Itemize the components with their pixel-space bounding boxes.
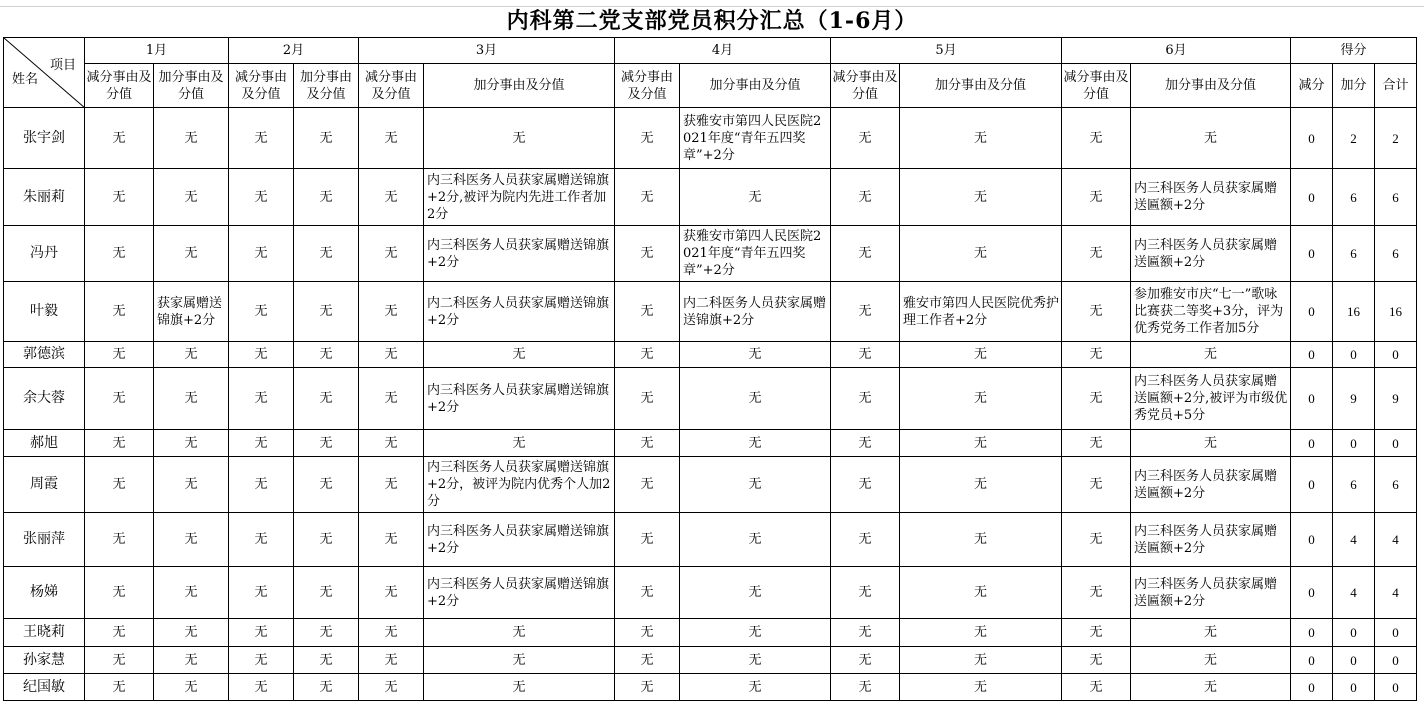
minus-reason-cell: 无 bbox=[831, 457, 900, 513]
plus-reason-cell: 无 bbox=[154, 647, 229, 674]
member-name-cell: 叶毅 bbox=[4, 282, 85, 342]
subheader-minus: 减分事由及分值 bbox=[1062, 64, 1131, 108]
minus-reason-cell: 无 bbox=[85, 619, 154, 647]
plus-reason-cell: 无 bbox=[154, 513, 229, 567]
grand-total-cell: 6 bbox=[1375, 169, 1417, 226]
minus-reason-cell: 无 bbox=[229, 430, 294, 457]
grand-total-cell: 6 bbox=[1375, 457, 1417, 513]
member-name-cell: 郝旭 bbox=[4, 430, 85, 457]
minus-reason-cell: 无 bbox=[229, 108, 294, 169]
plus-total-cell: 9 bbox=[1333, 368, 1375, 430]
minus-reason-cell: 无 bbox=[1062, 108, 1131, 169]
minus-reason-cell: 无 bbox=[359, 513, 424, 567]
plus-reason-cell: 无 bbox=[680, 342, 831, 368]
plus-reason-cell: 内三科医务人员获家属赠送匾额+2分 bbox=[1131, 169, 1291, 226]
minus-reason-cell: 无 bbox=[359, 430, 424, 457]
plus-reason-cell: 无 bbox=[900, 342, 1062, 368]
minus-reason-cell: 无 bbox=[85, 108, 154, 169]
minus-reason-cell: 无 bbox=[359, 368, 424, 430]
plus-reason-cell: 获雅安市第四人民医院2021年度“青年五四奖章”+2分 bbox=[680, 226, 831, 282]
plus-total-cell: 4 bbox=[1333, 513, 1375, 567]
minus-total-cell: 0 bbox=[1291, 342, 1333, 368]
plus-reason-cell: 无 bbox=[294, 674, 359, 701]
minus-total-cell: 0 bbox=[1291, 567, 1333, 619]
grand-total-cell: 4 bbox=[1375, 513, 1417, 567]
subheader-plus: 加分事由及分值 bbox=[1131, 64, 1291, 108]
minus-total-cell: 0 bbox=[1291, 457, 1333, 513]
minus-reason-cell: 无 bbox=[229, 674, 294, 701]
minus-reason-cell: 无 bbox=[615, 647, 680, 674]
minus-reason-cell: 无 bbox=[615, 430, 680, 457]
member-name-cell: 孙家慧 bbox=[4, 647, 85, 674]
plus-reason-cell: 无 bbox=[1131, 647, 1291, 674]
plus-total-cell: 4 bbox=[1333, 567, 1375, 619]
minus-reason-cell: 无 bbox=[615, 674, 680, 701]
minus-reason-cell: 无 bbox=[359, 226, 424, 282]
plus-reason-cell: 获雅安市第四人民医院2021年度“青年五四奖章”+2分 bbox=[680, 108, 831, 169]
grand-total-cell: 0 bbox=[1375, 619, 1417, 647]
table-row bbox=[4, 647, 1417, 674]
minus-reason-cell: 无 bbox=[359, 457, 424, 513]
plus-reason-cell: 无 bbox=[900, 674, 1062, 701]
plus-reason-cell: 无 bbox=[154, 674, 229, 701]
minus-reason-cell: 无 bbox=[1062, 282, 1131, 342]
minus-total-cell: 0 bbox=[1291, 282, 1333, 342]
minus-reason-cell: 无 bbox=[1062, 567, 1131, 619]
corner-label-item: 项目 bbox=[49, 58, 76, 73]
subheader-plus: 加分事由及分值 bbox=[900, 64, 1062, 108]
plus-reason-cell: 无 bbox=[154, 457, 229, 513]
minus-reason-cell: 无 bbox=[359, 108, 424, 169]
subheader-plus: 加分事由及分值 bbox=[424, 64, 615, 108]
plus-reason-cell: 无 bbox=[900, 457, 1062, 513]
plus-reason-cell: 无 bbox=[294, 513, 359, 567]
plus-reason-cell: 内三科医务人员获家属赠送锦旗+2分,被评为院内先进工作者加2分 bbox=[424, 169, 615, 226]
grand-total-cell: 0 bbox=[1375, 674, 1417, 701]
minus-reason-cell: 无 bbox=[85, 674, 154, 701]
plus-reason-cell: 无 bbox=[294, 430, 359, 457]
plus-reason-cell: 无 bbox=[294, 567, 359, 619]
subheader-minus: 减分事由及分值 bbox=[229, 64, 294, 108]
minus-reason-cell: 无 bbox=[229, 226, 294, 282]
plus-reason-cell: 无 bbox=[900, 430, 1062, 457]
month-header-3: 3月 bbox=[359, 38, 615, 64]
plus-reason-cell: 无 bbox=[900, 619, 1062, 647]
month-header-4: 4月 bbox=[615, 38, 831, 64]
table-row bbox=[4, 619, 1417, 647]
plus-total-cell: 6 bbox=[1333, 457, 1375, 513]
minus-reason-cell: 无 bbox=[1062, 647, 1131, 674]
corner-header-cell bbox=[4, 38, 85, 108]
plus-reason-cell: 无 bbox=[154, 169, 229, 226]
minus-reason-cell: 无 bbox=[615, 567, 680, 619]
member-name-cell: 余大蓉 bbox=[4, 368, 85, 430]
table-row bbox=[4, 368, 1417, 430]
table-row bbox=[4, 108, 1417, 169]
plus-reason-cell: 内三科医务人员获家属赠送锦旗+2分 bbox=[424, 567, 615, 619]
minus-reason-cell: 无 bbox=[229, 457, 294, 513]
minus-reason-cell: 无 bbox=[229, 342, 294, 368]
minus-reason-cell: 无 bbox=[615, 169, 680, 226]
grand-total-cell: 2 bbox=[1375, 108, 1417, 169]
minus-reason-cell: 无 bbox=[831, 674, 900, 701]
page-title: 内科第二党支部党员积分汇总（1-6月） bbox=[506, 8, 918, 34]
minus-reason-cell: 无 bbox=[1062, 169, 1131, 226]
plus-total-cell: 0 bbox=[1333, 342, 1375, 368]
plus-reason-cell: 无 bbox=[900, 169, 1062, 226]
plus-reason-cell: 无 bbox=[900, 226, 1062, 282]
subheader-plus-total: 加分 bbox=[1333, 64, 1375, 108]
minus-total-cell: 0 bbox=[1291, 674, 1333, 701]
minus-reason-cell: 无 bbox=[831, 169, 900, 226]
minus-total-cell: 0 bbox=[1291, 368, 1333, 430]
plus-reason-cell: 内三科医务人员获家属赠送锦旗+2分 bbox=[424, 513, 615, 567]
minus-total-cell: 0 bbox=[1291, 108, 1333, 169]
subheader-minus: 减分事由及分值 bbox=[359, 64, 424, 108]
plus-reason-cell: 内二科医务人员获家属赠送锦旗+2分 bbox=[680, 282, 831, 342]
subheader-plus: 加分事由及分值 bbox=[680, 64, 831, 108]
month-header-6: 6月 bbox=[1062, 38, 1291, 64]
table-row bbox=[4, 513, 1417, 567]
plus-reason-cell: 无 bbox=[424, 108, 615, 169]
minus-total-cell: 0 bbox=[1291, 226, 1333, 282]
minus-reason-cell: 无 bbox=[615, 282, 680, 342]
score-group-header: 得分 bbox=[1291, 38, 1417, 64]
subheader-minus-total: 减分 bbox=[1291, 64, 1333, 108]
corner-label-name: 姓名 bbox=[12, 72, 39, 87]
plus-reason-cell: 无 bbox=[154, 108, 229, 169]
member-name-cell: 冯丹 bbox=[4, 226, 85, 282]
plus-reason-cell: 无 bbox=[424, 647, 615, 674]
table-row bbox=[4, 674, 1417, 701]
minus-reason-cell: 无 bbox=[1062, 619, 1131, 647]
member-name-cell: 杨娣 bbox=[4, 567, 85, 619]
minus-reason-cell: 无 bbox=[229, 567, 294, 619]
plus-reason-cell: 无 bbox=[1131, 430, 1291, 457]
minus-total-cell: 0 bbox=[1291, 169, 1333, 226]
plus-reason-cell: 参加雅安市庆“七一”歌咏比赛获二等奖+3分，评为优秀党务工作者加5分 bbox=[1131, 282, 1291, 342]
minus-reason-cell: 无 bbox=[1062, 430, 1131, 457]
subheader-plus: 加分事由及分值 bbox=[154, 64, 229, 108]
table-row bbox=[4, 169, 1417, 226]
minus-reason-cell: 无 bbox=[831, 430, 900, 457]
plus-reason-cell: 无 bbox=[294, 226, 359, 282]
header-row-sub bbox=[4, 64, 1417, 108]
minus-reason-cell: 无 bbox=[359, 619, 424, 647]
minus-total-cell: 0 bbox=[1291, 513, 1333, 567]
minus-reason-cell: 无 bbox=[831, 342, 900, 368]
grand-total-cell: 9 bbox=[1375, 368, 1417, 430]
plus-reason-cell: 无 bbox=[294, 457, 359, 513]
plus-reason-cell: 无 bbox=[680, 457, 831, 513]
table-row bbox=[4, 457, 1417, 513]
minus-reason-cell: 无 bbox=[1062, 342, 1131, 368]
table-row bbox=[4, 430, 1417, 457]
minus-reason-cell: 无 bbox=[85, 368, 154, 430]
plus-reason-cell: 无 bbox=[1131, 108, 1291, 169]
minus-reason-cell: 无 bbox=[359, 342, 424, 368]
plus-reason-cell: 内三科医务人员获家属赠送匾额+2分 bbox=[1131, 513, 1291, 567]
minus-reason-cell: 无 bbox=[229, 513, 294, 567]
minus-reason-cell: 无 bbox=[831, 108, 900, 169]
table-row bbox=[4, 226, 1417, 282]
plus-reason-cell: 无 bbox=[680, 619, 831, 647]
grand-total-cell: 0 bbox=[1375, 647, 1417, 674]
header-row-months bbox=[4, 38, 1417, 64]
minus-reason-cell: 无 bbox=[615, 342, 680, 368]
plus-reason-cell: 无 bbox=[424, 619, 615, 647]
minus-reason-cell: 无 bbox=[85, 567, 154, 619]
minus-reason-cell: 无 bbox=[229, 647, 294, 674]
member-name-cell: 纪国敏 bbox=[4, 674, 85, 701]
minus-reason-cell: 无 bbox=[831, 282, 900, 342]
minus-total-cell: 0 bbox=[1291, 619, 1333, 647]
minus-reason-cell: 无 bbox=[85, 226, 154, 282]
plus-reason-cell: 无 bbox=[900, 368, 1062, 430]
plus-reason-cell: 无 bbox=[154, 368, 229, 430]
minus-reason-cell: 无 bbox=[831, 513, 900, 567]
minus-reason-cell: 无 bbox=[85, 647, 154, 674]
minus-reason-cell: 无 bbox=[229, 619, 294, 647]
plus-reason-cell: 内三科医务人员获家属赠送匾额+2分 bbox=[1131, 457, 1291, 513]
minus-reason-cell: 无 bbox=[831, 619, 900, 647]
table-row bbox=[4, 282, 1417, 342]
plus-reason-cell: 无 bbox=[680, 513, 831, 567]
plus-reason-cell: 获家属赠送锦旗+2分 bbox=[154, 282, 229, 342]
grand-total-cell: 6 bbox=[1375, 226, 1417, 282]
plus-reason-cell: 无 bbox=[154, 226, 229, 282]
minus-reason-cell: 无 bbox=[615, 513, 680, 567]
plus-reason-cell: 内三科医务人员获家属赠送匾额+2分 bbox=[1131, 567, 1291, 619]
plus-total-cell: 0 bbox=[1333, 430, 1375, 457]
plus-reason-cell: 内三科医务人员获家属赠送匾额+2分,被评为市级优秀党员+5分 bbox=[1131, 368, 1291, 430]
minus-total-cell: 0 bbox=[1291, 647, 1333, 674]
plus-reason-cell: 内三科医务人员获家属赠送锦旗+2分 bbox=[424, 368, 615, 430]
plus-reason-cell: 无 bbox=[294, 647, 359, 674]
member-name-cell: 王晓莉 bbox=[4, 619, 85, 647]
month-header-2: 2月 bbox=[229, 38, 359, 64]
minus-reason-cell: 无 bbox=[229, 282, 294, 342]
minus-reason-cell: 无 bbox=[229, 169, 294, 226]
plus-reason-cell: 无 bbox=[1131, 619, 1291, 647]
plus-reason-cell: 无 bbox=[680, 169, 831, 226]
plus-reason-cell: 无 bbox=[680, 430, 831, 457]
plus-reason-cell: 无 bbox=[680, 368, 831, 430]
subheader-minus: 减分事由及分值 bbox=[831, 64, 900, 108]
plus-total-cell: 2 bbox=[1333, 108, 1375, 169]
plus-reason-cell: 无 bbox=[680, 647, 831, 674]
plus-reason-cell: 无 bbox=[680, 567, 831, 619]
grand-total-cell: 16 bbox=[1375, 282, 1417, 342]
grand-total-cell: 4 bbox=[1375, 567, 1417, 619]
plus-reason-cell: 无 bbox=[680, 674, 831, 701]
minus-reason-cell: 无 bbox=[615, 108, 680, 169]
minus-reason-cell: 无 bbox=[85, 513, 154, 567]
minus-reason-cell: 无 bbox=[229, 368, 294, 430]
minus-reason-cell: 无 bbox=[615, 619, 680, 647]
plus-reason-cell: 无 bbox=[1131, 674, 1291, 701]
subheader-minus: 减分事由及分值 bbox=[615, 64, 680, 108]
plus-reason-cell: 无 bbox=[900, 647, 1062, 674]
plus-reason-cell: 无 bbox=[154, 342, 229, 368]
minus-total-cell: 0 bbox=[1291, 430, 1333, 457]
table-row bbox=[4, 567, 1417, 619]
month-header-1: 1月 bbox=[85, 38, 229, 64]
plus-reason-cell: 无 bbox=[424, 342, 615, 368]
minus-reason-cell: 无 bbox=[359, 169, 424, 226]
minus-reason-cell: 无 bbox=[359, 282, 424, 342]
minus-reason-cell: 无 bbox=[1062, 226, 1131, 282]
subheader-grand-total: 合计 bbox=[1375, 64, 1417, 108]
plus-total-cell: 6 bbox=[1333, 226, 1375, 282]
minus-reason-cell: 无 bbox=[85, 282, 154, 342]
plus-reason-cell: 无 bbox=[900, 513, 1062, 567]
plus-reason-cell: 无 bbox=[294, 619, 359, 647]
member-name-cell: 郭德滨 bbox=[4, 342, 85, 368]
minus-reason-cell: 无 bbox=[85, 342, 154, 368]
points-summary-table bbox=[3, 37, 1417, 701]
plus-reason-cell: 内三科医务人员获家属赠送锦旗+2分 bbox=[424, 226, 615, 282]
minus-reason-cell: 无 bbox=[85, 169, 154, 226]
minus-reason-cell: 无 bbox=[359, 674, 424, 701]
plus-reason-cell: 内三科医务人员获家属赠送匾额+2分 bbox=[1131, 226, 1291, 282]
plus-reason-cell: 雅安市第四人民医院优秀护理工作者+2分 bbox=[900, 282, 1062, 342]
minus-reason-cell: 无 bbox=[615, 457, 680, 513]
minus-reason-cell: 无 bbox=[85, 430, 154, 457]
table-row bbox=[4, 342, 1417, 368]
minus-reason-cell: 无 bbox=[1062, 457, 1131, 513]
month-header-5: 5月 bbox=[831, 38, 1062, 64]
subheader-plus: 加分事由及分值 bbox=[294, 64, 359, 108]
plus-reason-cell: 无 bbox=[294, 169, 359, 226]
plus-reason-cell: 无 bbox=[294, 342, 359, 368]
minus-reason-cell: 无 bbox=[85, 457, 154, 513]
grand-total-cell: 0 bbox=[1375, 342, 1417, 368]
plus-total-cell: 6 bbox=[1333, 169, 1375, 226]
minus-reason-cell: 无 bbox=[359, 647, 424, 674]
minus-reason-cell: 无 bbox=[831, 368, 900, 430]
member-name-cell: 朱丽莉 bbox=[4, 169, 85, 226]
minus-reason-cell: 无 bbox=[615, 226, 680, 282]
plus-reason-cell: 无 bbox=[294, 368, 359, 430]
minus-reason-cell: 无 bbox=[359, 567, 424, 619]
plus-reason-cell: 内二科医务人员获家属赠送锦旗+2分 bbox=[424, 282, 615, 342]
minus-reason-cell: 无 bbox=[615, 368, 680, 430]
plus-reason-cell: 无 bbox=[900, 108, 1062, 169]
subheader-minus: 减分事由及分值 bbox=[85, 64, 154, 108]
minus-reason-cell: 无 bbox=[831, 226, 900, 282]
plus-total-cell: 16 bbox=[1333, 282, 1375, 342]
plus-total-cell: 0 bbox=[1333, 674, 1375, 701]
member-name-cell: 周霞 bbox=[4, 457, 85, 513]
plus-total-cell: 0 bbox=[1333, 619, 1375, 647]
plus-reason-cell: 无 bbox=[154, 430, 229, 457]
plus-reason-cell: 内三科医务人员获家属赠送锦旗+2分，被评为院内优秀个人加2分 bbox=[424, 457, 615, 513]
plus-reason-cell: 无 bbox=[294, 282, 359, 342]
plus-reason-cell: 无 bbox=[154, 619, 229, 647]
minus-reason-cell: 无 bbox=[1062, 368, 1131, 430]
minus-reason-cell: 无 bbox=[1062, 674, 1131, 701]
plus-reason-cell: 无 bbox=[1131, 342, 1291, 368]
member-name-cell: 张丽萍 bbox=[4, 513, 85, 567]
plus-reason-cell: 无 bbox=[424, 430, 615, 457]
member-name-cell: 张宇剑 bbox=[4, 108, 85, 169]
plus-reason-cell: 无 bbox=[294, 108, 359, 169]
minus-reason-cell: 无 bbox=[1062, 513, 1131, 567]
minus-reason-cell: 无 bbox=[831, 647, 900, 674]
minus-reason-cell: 无 bbox=[831, 567, 900, 619]
plus-total-cell: 0 bbox=[1333, 647, 1375, 674]
plus-reason-cell: 无 bbox=[424, 674, 615, 701]
grand-total-cell: 0 bbox=[1375, 430, 1417, 457]
plus-reason-cell: 无 bbox=[154, 567, 229, 619]
plus-reason-cell: 无 bbox=[900, 567, 1062, 619]
